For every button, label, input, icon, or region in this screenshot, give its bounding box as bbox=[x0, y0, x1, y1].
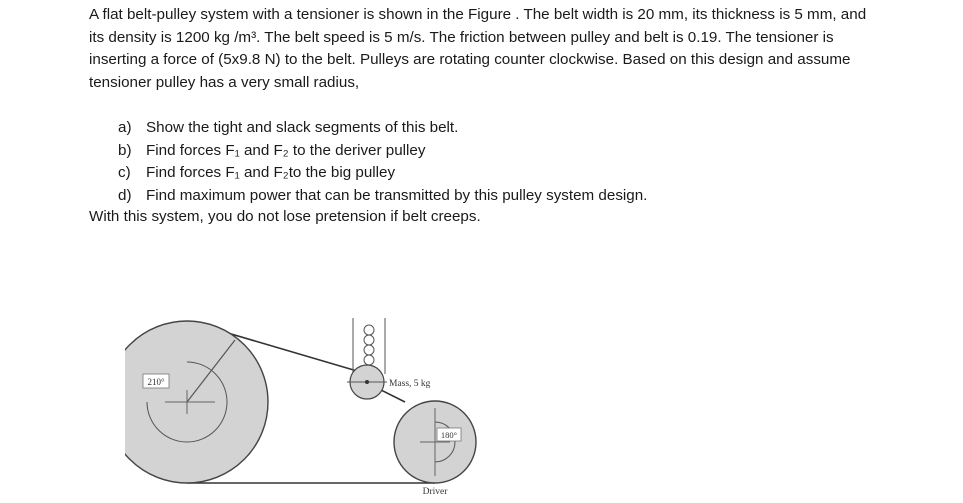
question-letter: d) bbox=[118, 186, 132, 204]
question-item bbox=[118, 117, 647, 140]
question-item bbox=[118, 162, 647, 185]
question-text: Show the tight and slack segments of this belt. bbox=[146, 119, 459, 136]
belt-tensioner-segment bbox=[379, 389, 405, 402]
belt-pulley-figure bbox=[125, 290, 485, 500]
question-item bbox=[118, 140, 647, 163]
pretension-note: With this system, you do not lose pretension if belt creeps. bbox=[89, 208, 481, 225]
question-letter: c) bbox=[118, 164, 131, 182]
driver-label: Driver bbox=[422, 487, 448, 497]
problem-statement: A flat belt-pulley system with a tensioner is shown in the Figure . The belt width is 20 mm, its thickness is 5 mm, and its density is 1200 kg /m³. The belt speed is 5 m/s. The friction between pulley and belt is 0.19. The tensioner is inserting a force of (5x9.8 N) to the belt. Pulleys are rotating counter clockwise. Based on this design and assume tensioner pulley has a very small radius, bbox=[89, 6, 867, 91]
spring-coil bbox=[364, 325, 374, 335]
spring-coil bbox=[364, 345, 374, 355]
big-pulley bbox=[125, 321, 268, 483]
tensioner-mass-label: Mass, 5 kg bbox=[389, 379, 431, 389]
spring-coil bbox=[364, 355, 374, 365]
question-letter: b) bbox=[118, 141, 132, 159]
question-list bbox=[118, 117, 647, 207]
question-text: Find maximum power that can be transmitted by this pulley system design. bbox=[146, 186, 648, 204]
question-item bbox=[118, 185, 647, 208]
driver-angle: 180° bbox=[440, 430, 458, 440]
spring-coil bbox=[364, 335, 374, 345]
question-text: Find forces F₁ and F₂ to the deriver pulley bbox=[146, 141, 426, 159]
question-text: Find forces F₁ and F₂to the big pulley bbox=[146, 164, 396, 182]
driver-pulley bbox=[394, 401, 476, 483]
big-pulley-angle: 210° bbox=[147, 377, 165, 387]
question-letter: a) bbox=[118, 119, 132, 136]
